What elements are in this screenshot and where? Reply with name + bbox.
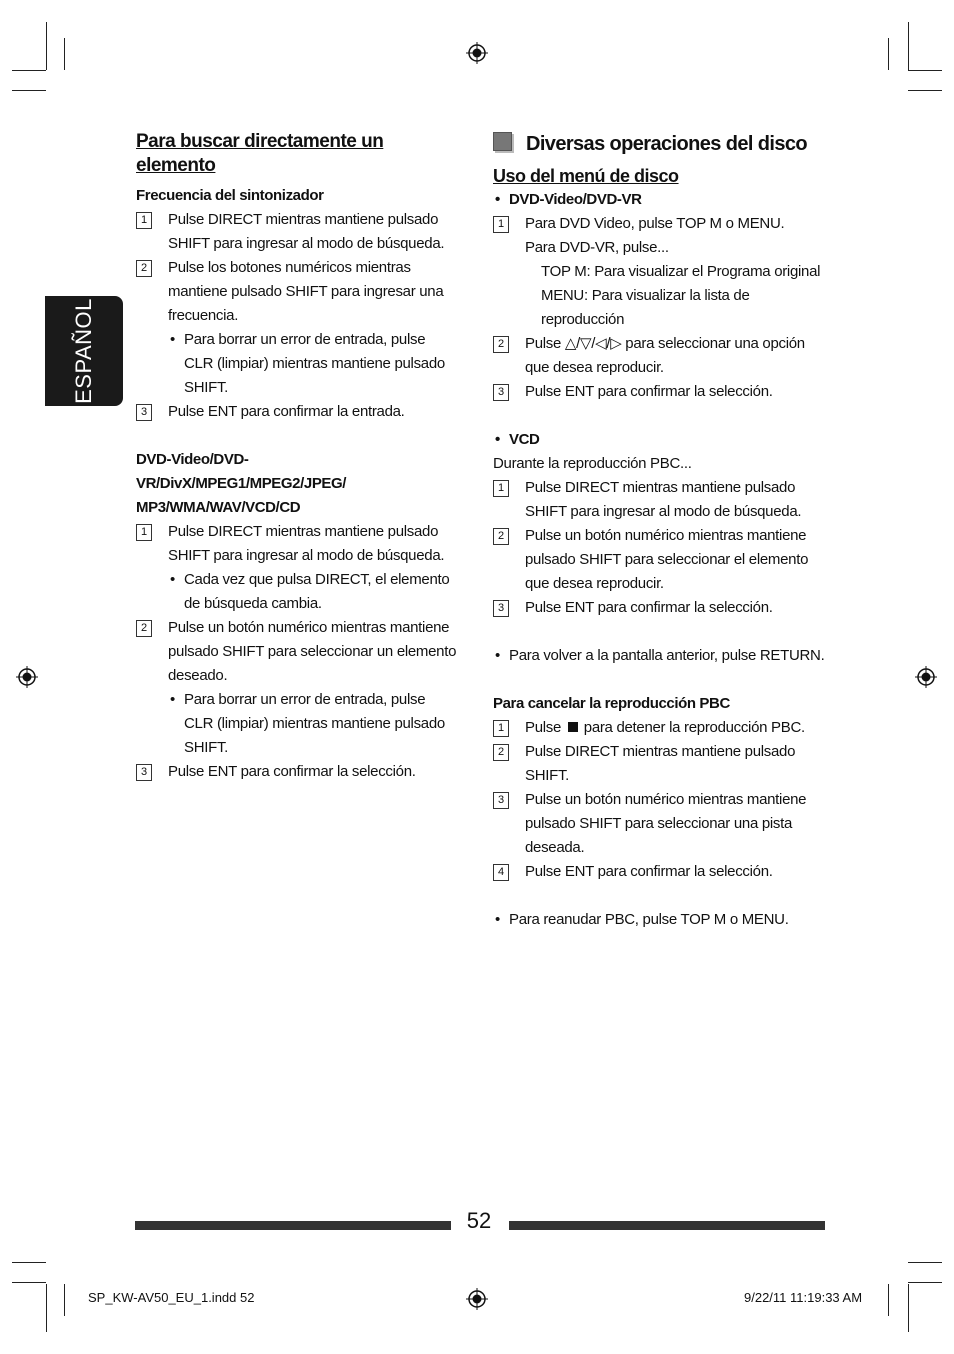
section-square-icon [493,132,512,151]
step-number: 2 [493,336,509,353]
step [136,616,458,688]
step-text: Pulse ENT para confirmar la selección. [168,763,416,780]
subsection-heading: Uso del menú de disco [493,166,679,186]
step-number: 1 [136,212,152,229]
slug-timestamp: 9/22/11 11:19:33 AM [744,1290,863,1305]
note: • Para borrar un error de entrada, pulse CLR (limpiar) mientras mantiene pulsado SHIFT. [168,328,458,400]
step-text: Pulse los botones numéricos mientras mantiene pulsado SHIFT para ingresar una frecuencia. [168,259,444,324]
step-text: Pulse DIRECT mientras mantiene pulsado SHIFT para ingresar al modo de búsqueda. [168,211,445,252]
crop-mark [908,90,942,91]
language-tab [45,296,123,406]
step-text: Pulse ENT para confirmar la selección. [525,863,773,880]
step-number: 3 [136,764,152,781]
step-number: 4 [493,864,509,881]
note: • Para reanudar PBC, pulse TOP M o MENU. [493,908,828,932]
step [493,860,828,884]
step [493,476,828,524]
step-number: 3 [493,792,509,809]
step-text: para detener la reproducción PBC. [583,719,805,736]
subsection-title: Frecuencia del sintonizador [136,187,324,204]
option-text: TOP M: Para visualizar el Programa original [541,263,821,280]
step-number: 1 [493,480,509,497]
bullet-title: • DVD-Video/DVD-VR [493,188,828,212]
subsection-title: Para cancelar la reproducción PBC [493,695,730,712]
step [493,596,828,620]
language-tab-label: ESPAÑOL [71,298,96,404]
crop-mark [908,70,942,71]
step-text: Pulse DIRECT mientras mantiene pulsado SHIFT para ingresar al modo de búsqueda. [168,523,445,564]
section-heading: Para buscar directamente un elemento [136,131,384,176]
step-text: Pulse un botón numérico mientras mantiene pulsado SHIFT para seleccionar el elemento que desea reproducir. [525,527,809,592]
step [136,400,458,424]
crop-mark [46,22,47,70]
step [136,256,458,328]
step-text: Pulse △/▽/◁/▷ para seleccionar una opción que desea reproducir. [525,335,805,376]
step-number: 3 [136,404,152,421]
step-number: 2 [136,260,152,277]
crop-mark [888,38,889,70]
section-heading: Diversas operaciones del disco [493,132,828,156]
step-text: Pulse DIRECT mientras mantiene pulsado SHIFT para ingresar al modo de búsqueda. [525,479,802,520]
step-text: Pulse ENT para confirmar la selección. [525,383,773,400]
page-number: 52 [466,1208,492,1233]
step [136,208,458,256]
slug-filename: SP_KW-AV50_EU_1.indd 52 [88,1290,255,1305]
bullet-title: • VCD [493,428,828,452]
crop-mark [12,1282,46,1283]
right-column [493,132,828,932]
crop-mark [908,1284,909,1332]
registration-mark-icon [466,1288,488,1310]
step-text: Pulse ENT para confirmar la entrada. [168,403,405,420]
registration-mark-icon [16,666,38,688]
step [493,332,828,380]
registration-mark-icon [915,666,937,688]
step [493,380,828,404]
step-number: 2 [136,620,152,637]
step-number: 1 [493,216,509,233]
note: • Para borrar un error de entrada, pulse CLR (limpiar) mientras mantiene pulsado SHIFT. [168,688,458,760]
step-number: 1 [493,720,509,737]
stop-icon [568,722,578,732]
step [493,212,828,236]
crop-mark [64,38,65,70]
step [136,520,458,568]
option-text: MENU: Para visualizar la lista de reproducción [541,287,750,328]
note: • Cada vez que pulsa DIRECT, el elemento de búsqueda cambia. [168,568,458,616]
step-number: 3 [493,384,509,401]
intro-text: Durante la reproducción PBC... [493,455,692,472]
step-text: Para DVD-VR, pulse... [525,239,669,256]
step-text: Para DVD Video, pulse TOP M o MENU. [525,215,785,232]
crop-mark [888,1284,889,1316]
crop-mark [46,1284,47,1332]
registration-mark-icon [466,42,488,64]
left-column [136,130,458,784]
crop-mark [908,22,909,70]
crop-mark [12,1262,46,1263]
note: • Para volver a la pantalla anterior, pulse RETURN. [493,644,828,668]
step-text: Pulse ENT para confirmar la selección. [525,599,773,616]
step-text: Pulse DIRECT mientras mantiene pulsado SHIFT. [525,743,796,784]
step-number: 2 [493,744,509,761]
step-text: Pulse [525,719,562,736]
crop-mark [908,1262,942,1263]
crop-mark [12,90,46,91]
footer-bar [135,1221,451,1230]
step-text: Pulse un botón numérico mientras mantiene pulsado SHIFT para seleccionar una pista deseada. [525,791,807,856]
step [136,760,458,784]
footer-bar [509,1221,825,1230]
step [493,788,828,860]
step-text: Pulse un botón numérico mientras mantiene pulsado SHIFT para seleccionar un elemento deseado. [168,619,457,684]
crop-mark [908,1282,942,1283]
step-number: 2 [493,528,509,545]
crop-mark [64,1284,65,1316]
step-number: 3 [493,600,509,617]
step [493,716,828,740]
subsection-title: DVD-Video/DVD-VR/DivX/MPEG1/MPEG2/JPEG/ MP3/WMA/WAV/VCD/CD [136,451,347,516]
crop-mark [12,70,46,71]
step-number: 1 [136,524,152,541]
step [493,524,828,596]
step [493,740,828,788]
